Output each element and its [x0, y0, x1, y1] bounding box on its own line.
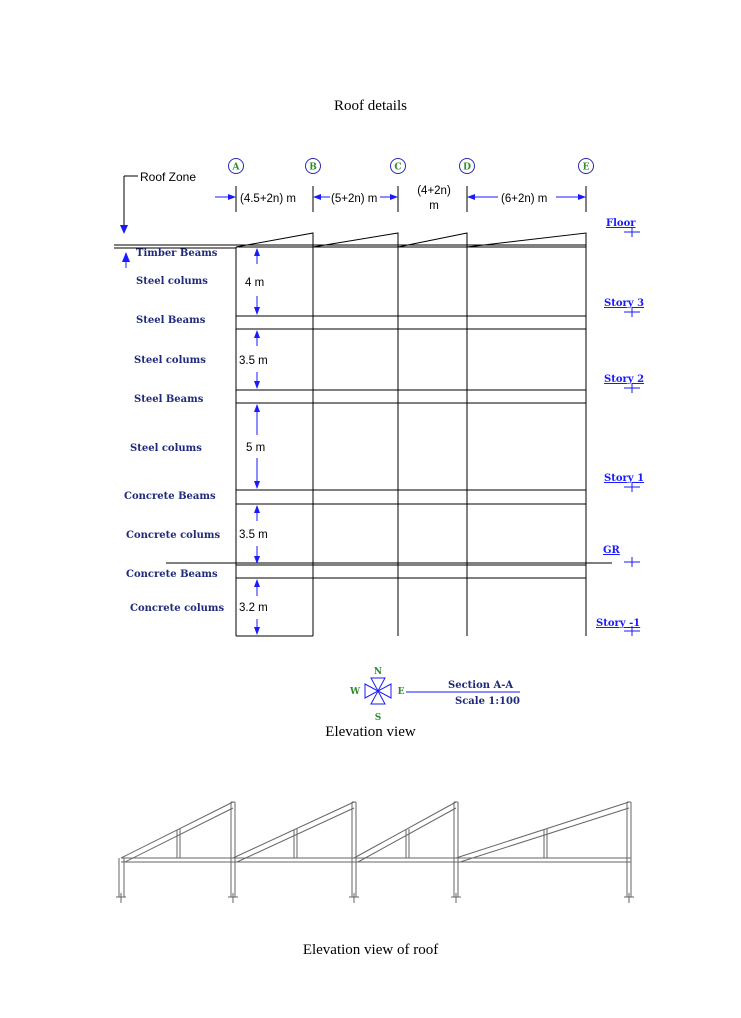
span-dim-b-c: (5+2n) m [331, 193, 378, 205]
timber-beams-arrow [122, 252, 130, 262]
span-dimensions [215, 185, 586, 212]
roof-zone-leader [120, 170, 196, 234]
height-dim-story-3: 4 m [245, 277, 265, 289]
compass-e: E [397, 687, 405, 697]
level-floor [606, 218, 640, 237]
compass-n: N [373, 667, 383, 677]
member-label-timber-beams: Timber Beams [136, 248, 218, 259]
svg-text:Story -1: Story -1 [596, 618, 641, 629]
svg-text:Floor: Floor [606, 218, 636, 229]
height-dimensions [239, 249, 268, 634]
member-label-concrete-beams-1: Concrete Beams [124, 491, 216, 502]
grid-axes [229, 159, 594, 174]
svg-text:D: D [463, 162, 471, 173]
roof-elevation [116, 802, 634, 903]
axis-bubble-b [306, 159, 321, 174]
svg-text:GR: GR [603, 545, 620, 556]
level-gr [603, 545, 640, 567]
svg-text:E: E [582, 162, 590, 173]
span-dim-d-e: (6+2n) m [501, 193, 548, 205]
svg-text:A: A [232, 162, 240, 173]
level-story-minus-1 [596, 618, 640, 636]
member-label-concrete-colums-basement: Concrete colums [130, 603, 225, 614]
svg-text:C: C [394, 162, 402, 173]
roof-elevation-caption: Elevation view of roof [302, 942, 439, 958]
axis-bubble-c [391, 159, 406, 174]
compass [349, 667, 520, 723]
axis-bubble-e [579, 159, 594, 174]
compass-s: S [374, 713, 382, 723]
roof-zone-label: Roof Zone [140, 170, 197, 184]
elevation-view-caption: Elevation view [325, 724, 416, 740]
member-label-concrete-beams-gr: Concrete Beams [126, 569, 218, 580]
member-labels [124, 248, 224, 614]
svg-text:B: B [309, 162, 317, 173]
diagram-title: Roof details [334, 98, 407, 114]
member-label-steel-colums-2: Steel colums [134, 355, 206, 366]
height-dim-ground: 3.5 m [239, 529, 268, 541]
level-story-1 [604, 473, 644, 492]
span-dim-c-d-unit: m [429, 200, 439, 212]
level-story-3 [604, 298, 644, 317]
axis-bubble-d [460, 159, 475, 174]
height-dim-story-1: 5 m [246, 442, 266, 454]
height-dim-basement: 3.2 m [239, 602, 268, 614]
section-title: Section A-A [448, 680, 514, 691]
member-label-steel-colums-1: Steel colums [130, 443, 202, 454]
member-label-steel-colums-3: Steel colums [136, 276, 208, 287]
level-story-2 [604, 374, 644, 393]
member-label-steel-beams-3: Steel Beams [136, 315, 206, 326]
svg-text:Story 1: Story 1 [604, 473, 645, 484]
span-dim-a-b: (4.5+2n) m [240, 193, 296, 205]
span-dim-c-d: (4+2n) [417, 185, 451, 197]
compass-w: W [349, 687, 361, 697]
svg-text:Story 2: Story 2 [604, 374, 645, 385]
member-label-concrete-colums-gr: Concrete colums [126, 530, 221, 541]
level-markers [596, 218, 644, 636]
svg-text:Story 3: Story 3 [604, 298, 645, 309]
axis-bubble-a [229, 159, 244, 174]
section-scale: Scale 1:100 [455, 696, 520, 707]
member-label-steel-beams-2: Steel Beams [134, 394, 204, 405]
height-dim-story-2: 3.5 m [239, 355, 268, 367]
